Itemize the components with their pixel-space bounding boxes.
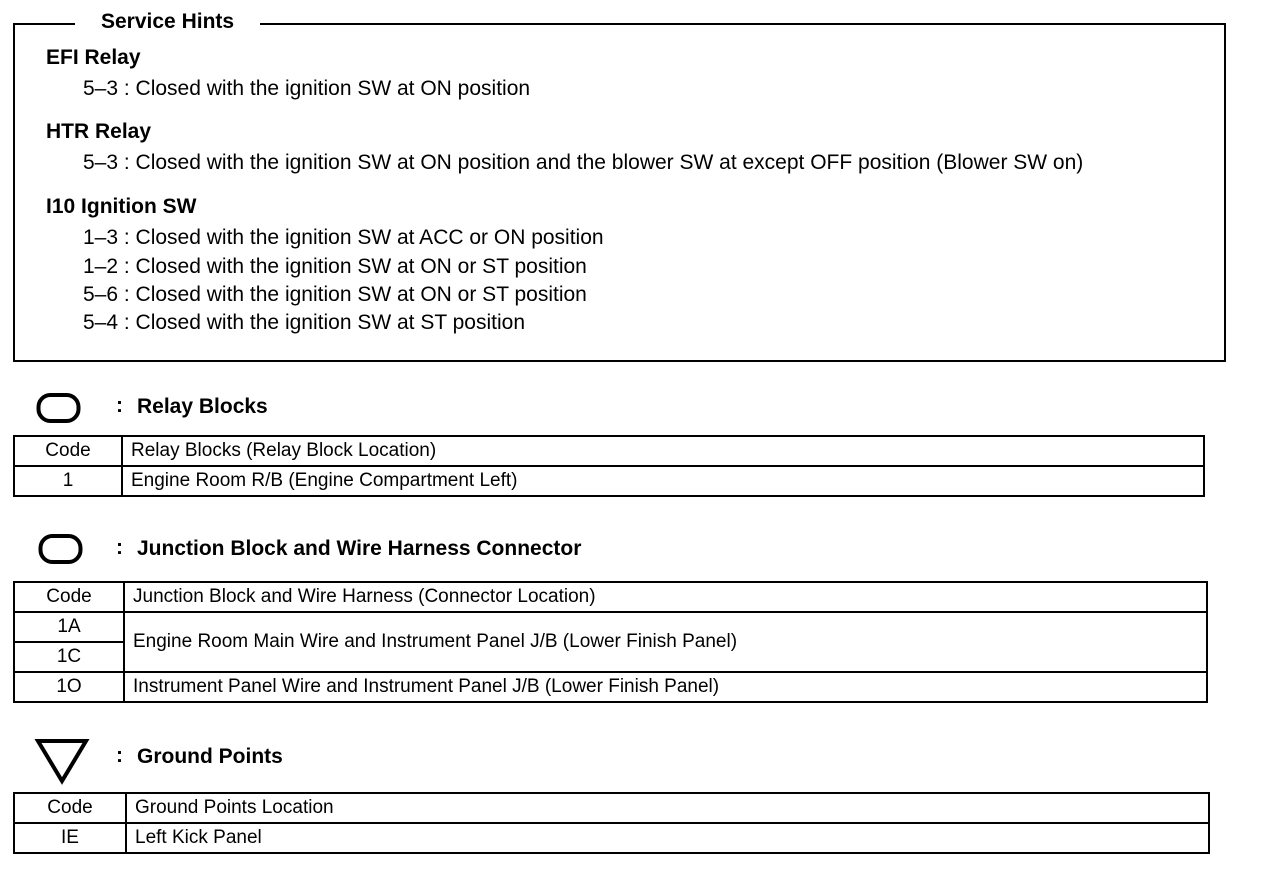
hint-section-ignition-sw-title: I10 Ignition SW [46,195,197,218]
hint-section-efi-relay-title: EFI Relay [46,46,141,69]
table-header-desc: Junction Block and Wire Harness (Connector Location) [124,582,1207,612]
hint-line: 5–3 : Closed with the ignition SW at ON position [83,77,531,100]
junction-blocks-title: Junction Block and Wire Harness Connector [137,537,582,560]
table-cell-desc: Left Kick Panel [126,823,1209,853]
hint-line: 1–2 : Closed with the ignition SW at ON or ST position [83,255,587,278]
table-header-desc: Relay Blocks (Relay Block Location) [122,436,1204,466]
table-row [14,823,1209,853]
table-cell-code: 1C [14,642,124,672]
ground-points-title: Ground Points [137,745,283,768]
hint-line: 5–3 : Closed with the ignition SW at ON position and the blower SW at except OFF position (Blower SW on) [83,151,1084,174]
hint-section-htr-relay-title: HTR Relay [46,120,152,143]
table-header-code: Code [14,582,124,612]
legend-colon: : [116,394,123,417]
ground-points-legend [0,738,900,778]
table-header-desc: Ground Points Location [126,793,1209,823]
rounded-rectangle-icon [36,392,82,424]
table-cell-code: IE [14,823,126,853]
table-header-row [14,793,1209,823]
hint-line: 5–4 : Closed with the ignition SW at ST position [83,311,526,334]
table-cell-desc: Engine Room Main Wire and Instrument Panel J/B (Lower Finish Panel) [124,612,1207,672]
table-header-code: Code [14,793,126,823]
table-header-code: Code [14,436,122,466]
table-cell-desc: Instrument Panel Wire and Instrument Panel J/B (Lower Finish Panel) [124,672,1207,702]
ground-points-table [13,792,1210,854]
table-row [14,672,1207,702]
table-cell-code: 1O [14,672,124,702]
service-hints-title: Service Hints [75,9,260,35]
legend-colon: : [116,536,123,559]
down-triangle-icon [34,738,92,786]
relay-blocks-table [13,435,1205,497]
table-cell-code: 1A [14,612,124,642]
table-cell-code: 1 [14,466,122,496]
table-row [14,612,1207,642]
relay-blocks-legend [0,388,900,428]
table-row [14,466,1204,496]
table-header-row [14,436,1204,466]
hint-line: 1–3 : Closed with the ignition SW at ACC or ON position [83,226,604,249]
relay-blocks-title: Relay Blocks [137,395,268,418]
junction-blocks-legend [0,530,900,570]
rounded-rectangle-icon [38,533,84,565]
table-cell-desc: Engine Room R/B (Engine Compartment Left) [122,466,1204,496]
table-header-row [14,582,1207,612]
legend-colon: : [116,744,123,767]
hint-line: 5–6 : Closed with the ignition SW at ON or ST position [83,283,587,306]
junction-blocks-table [13,581,1208,703]
